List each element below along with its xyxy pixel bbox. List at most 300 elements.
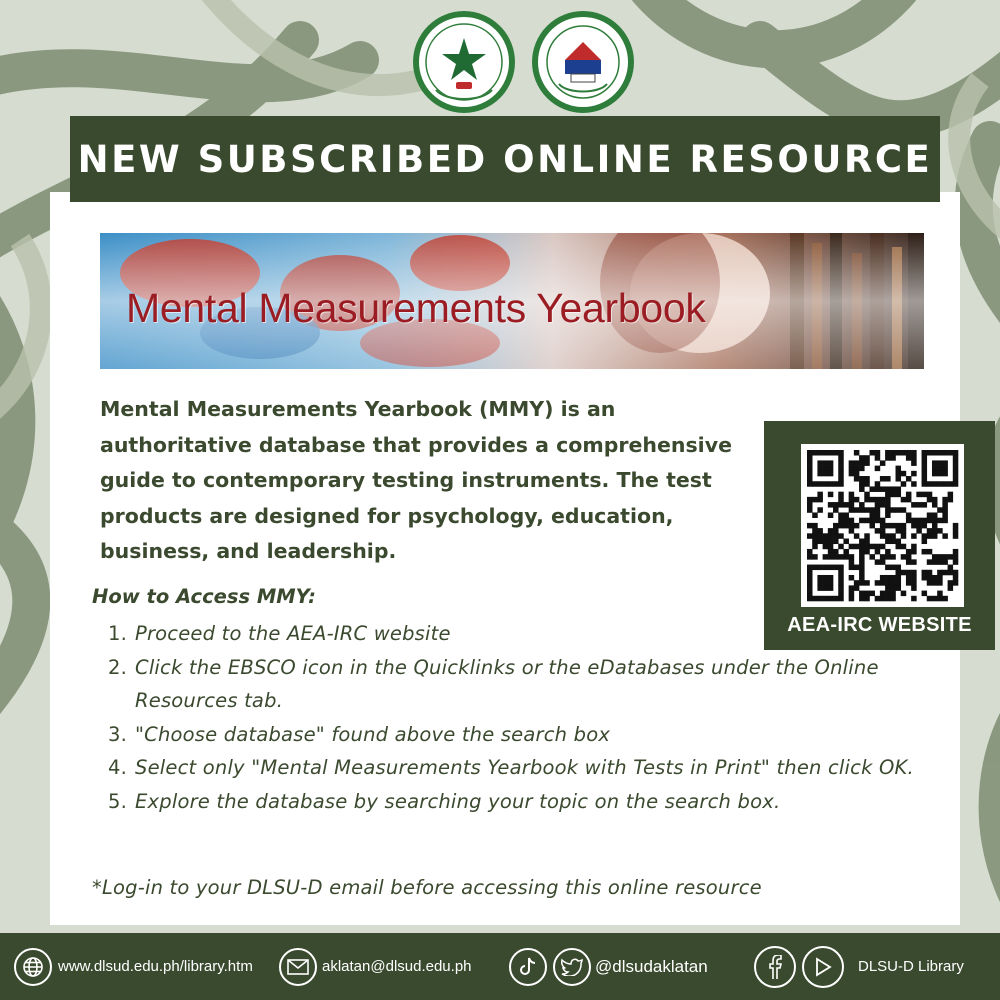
qr-module: [812, 539, 818, 545]
qr-module: [922, 533, 928, 539]
qr-module: [890, 565, 896, 571]
qr-module: [864, 476, 870, 482]
qr-module: [823, 539, 829, 545]
qr-module: [869, 518, 875, 524]
qr-module: [823, 533, 829, 539]
qr-module: [953, 533, 959, 539]
step-text: Explore the database by searching your topic on the search box.: [135, 789, 781, 813]
qr-module: [838, 523, 844, 529]
qr-module: [833, 539, 839, 545]
hero-title: Mental Measurements Yearbook: [126, 285, 706, 331]
qr-module: [911, 596, 917, 602]
qr-module: [937, 596, 943, 602]
qr-module: [927, 570, 933, 576]
qr-module: [817, 528, 823, 534]
qr-module: [922, 591, 928, 597]
qr-module: [854, 585, 860, 591]
qr-module: [869, 450, 875, 456]
qr-module: [875, 502, 881, 508]
page-name[interactable]: DLSU-D Library: [858, 958, 964, 975]
qr-module: [812, 565, 818, 571]
qr-module: [937, 507, 943, 513]
qr-module: [869, 591, 875, 597]
facebook-youtube-links[interactable]: [754, 933, 964, 1000]
qr-module: [869, 497, 875, 503]
qr-module: [885, 486, 891, 492]
qr-module: [880, 497, 886, 503]
qr-module: [838, 476, 844, 482]
qr-module: [948, 585, 954, 591]
qr-module: [885, 565, 891, 571]
qr-module: [833, 507, 839, 513]
qr-module: [906, 518, 912, 524]
qr-module: [911, 570, 917, 576]
qr-module: [875, 580, 881, 586]
qr-module: [838, 455, 844, 461]
qr-module: [942, 533, 948, 539]
qr-module: [833, 554, 839, 560]
qr-module: [922, 523, 928, 529]
qr-module: [932, 523, 938, 529]
qr-module: [896, 450, 902, 456]
qr-module: [838, 570, 844, 576]
qr-module: [859, 544, 865, 550]
qr-module: [932, 471, 938, 477]
qr-module: [885, 492, 891, 498]
qr-module: [807, 565, 813, 571]
qr-module: [849, 460, 855, 466]
qr-module: [828, 580, 834, 586]
qr-module: [807, 476, 813, 482]
qr-module: [807, 533, 813, 539]
qr-module: [932, 512, 938, 518]
qr-module: [906, 512, 912, 518]
qr-module: [843, 512, 849, 518]
qr-module: [953, 528, 959, 534]
qr-module: [922, 549, 928, 555]
qr-module: [911, 585, 917, 591]
qr-module: [906, 580, 912, 586]
qr-module: [864, 544, 870, 550]
qr-module: [828, 528, 834, 534]
qr-module: [807, 502, 813, 508]
qr-module: [948, 554, 954, 560]
qr-module: [916, 518, 922, 524]
qr-module: [823, 450, 829, 456]
qr-module: [922, 502, 928, 508]
qr-module: [807, 471, 813, 477]
qr-module: [828, 539, 834, 545]
qr-module: [896, 580, 902, 586]
qr-module: [807, 507, 813, 513]
qr-code[interactable]: [801, 444, 964, 607]
youtube-icon[interactable]: [802, 946, 844, 988]
qr-module: [942, 570, 948, 576]
qr-module: [901, 533, 907, 539]
qr-module: [880, 533, 886, 539]
qr-module: [906, 497, 912, 503]
qr-module: [880, 596, 886, 602]
step-item: [108, 651, 958, 718]
qr-module: [875, 518, 881, 524]
qr-module: [812, 528, 818, 534]
qr-module: [885, 591, 891, 597]
twitter-icon[interactable]: [553, 948, 591, 986]
qr-module: [864, 533, 870, 539]
qr-module: [854, 471, 860, 477]
qr-module: [953, 580, 959, 586]
qr-module: [922, 460, 928, 466]
qr-module: [807, 591, 813, 597]
step-text: Proceed to the AEA-IRC website: [135, 622, 451, 645]
qr-module: [885, 502, 891, 508]
qr-module: [911, 580, 917, 586]
qr-module: [890, 591, 896, 597]
qr-module: [828, 481, 834, 487]
qr-module: [849, 466, 855, 472]
qr-module: [838, 591, 844, 597]
qr-module: [849, 565, 855, 571]
qr-module: [864, 549, 870, 555]
qr-module: [838, 596, 844, 602]
qr-module: [859, 591, 865, 597]
qr-module: [864, 460, 870, 466]
qr-module: [937, 554, 943, 560]
qr-module: [854, 476, 860, 482]
qr-module: [901, 471, 907, 477]
header-banner: [70, 116, 940, 202]
qr-module: [838, 554, 844, 560]
qr-module: [859, 565, 865, 571]
qr-module: [869, 554, 875, 560]
qr-module: [812, 596, 818, 602]
qr-module: [833, 481, 839, 487]
qr-module: [937, 518, 943, 524]
qr-module: [937, 591, 943, 597]
qr-module: [854, 466, 860, 472]
qr-module: [906, 492, 912, 498]
website-link[interactable]: [14, 933, 253, 1000]
qr-module: [838, 575, 844, 581]
qr-module: [922, 518, 928, 524]
qr-module: [849, 591, 855, 597]
qr-module: [942, 466, 948, 472]
qr-module: [849, 518, 855, 524]
qr-module: [922, 476, 928, 482]
qr-module: [906, 559, 912, 565]
qr-module: [823, 580, 829, 586]
qr-module: [942, 554, 948, 560]
social-handle-link[interactable]: [509, 933, 708, 1000]
qr-module: [890, 580, 896, 586]
qr-module: [906, 455, 912, 461]
qr-module: [817, 460, 823, 466]
qr-module: [932, 450, 938, 456]
qr-module: [854, 497, 860, 503]
qr-module: [849, 575, 855, 581]
qr-module: [937, 575, 943, 581]
qr-module: [922, 570, 928, 576]
qr-module: [890, 539, 896, 545]
qr-module: [948, 492, 954, 498]
qr-module: [823, 460, 829, 466]
qr-module: [942, 596, 948, 602]
qr-module: [859, 455, 865, 461]
qr-module: [948, 481, 954, 487]
qr-module: [817, 450, 823, 456]
qr-module: [859, 507, 865, 513]
qr-module: [875, 596, 881, 602]
qr-module: [927, 497, 933, 503]
qr-module: [812, 450, 818, 456]
qr-module: [838, 471, 844, 477]
qr-module: [911, 549, 917, 555]
qr-code-panel[interactable]: [764, 421, 995, 650]
qr-module: [922, 450, 928, 456]
qr-module: [812, 544, 818, 550]
qr-module: [885, 476, 891, 482]
qr-module: [932, 533, 938, 539]
qr-module: [890, 455, 896, 461]
qr-module: [927, 575, 933, 581]
qr-module: [953, 481, 959, 487]
qr-module: [948, 580, 954, 586]
qr-module: [812, 533, 818, 539]
qr-module: [838, 518, 844, 524]
step-number: 4.: [108, 756, 128, 779]
qr-module: [828, 549, 834, 555]
qr-module: [880, 518, 886, 524]
qr-module: [849, 502, 855, 508]
step-item: [108, 617, 958, 651]
qr-module: [823, 575, 829, 581]
qr-module: [875, 497, 881, 503]
qr-module: [828, 565, 834, 571]
qr-module: [890, 486, 896, 492]
qr-module: [849, 585, 855, 591]
qr-module: [890, 523, 896, 529]
qr-module: [911, 460, 917, 466]
qr-module: [885, 580, 891, 586]
qr-module: [896, 585, 902, 591]
qr-module: [916, 528, 922, 534]
qr-module: [932, 575, 938, 581]
qr-module: [942, 497, 948, 503]
qr-module: [875, 549, 881, 555]
qr-module: [817, 596, 823, 602]
qr-module: [901, 528, 907, 534]
qr-module: [942, 481, 948, 487]
qr-module: [838, 533, 844, 539]
tiktok-icon[interactable]: [509, 948, 547, 986]
qr-module: [838, 450, 844, 456]
qr-module: [833, 450, 839, 456]
qr-module: [911, 502, 917, 508]
qr-module: [817, 585, 823, 591]
qr-module: [864, 497, 870, 503]
mail-icon: [279, 948, 317, 986]
qr-module: [932, 502, 938, 508]
qr-module: [807, 554, 813, 560]
qr-module: [817, 507, 823, 513]
qr-module: [843, 523, 849, 529]
qr-module: [849, 559, 855, 565]
qr-module: [838, 497, 844, 503]
qr-module: [948, 570, 954, 576]
qr-module: [823, 466, 829, 472]
qr-module: [885, 585, 891, 591]
qr-module: [875, 466, 881, 472]
resource-description: Mental Measurements Yearbook (MMY) is an authoritative database that provides a comprehensive guide to contemporary testing instruments. The test products are designed for psychology, education, business, and leadership.: [100, 397, 732, 563]
qr-module: [927, 533, 933, 539]
qr-module: [922, 471, 928, 477]
qr-module: [906, 549, 912, 555]
step-text: "Choose database" found above the search box: [135, 722, 611, 746]
qr-module: [864, 518, 870, 524]
qr-module: [896, 492, 902, 498]
qr-module: [932, 528, 938, 534]
qr-module: [849, 544, 855, 550]
qr-module: [927, 518, 933, 524]
qr-module: [869, 523, 875, 529]
qr-module: [807, 523, 813, 529]
step-text: Click the EBSCO icon in the Quicklinks or the eDatabases under the Online Resources tab.: [135, 655, 879, 712]
qr-module: [942, 559, 948, 565]
qr-module: [953, 570, 959, 576]
qr-module: [901, 544, 907, 550]
qr-module: [896, 507, 902, 513]
qr-module: [833, 565, 839, 571]
qr-module: [932, 481, 938, 487]
qr-module: [932, 596, 938, 602]
qr-module: [864, 455, 870, 461]
qr-module: [911, 471, 917, 477]
qr-module: [838, 565, 844, 571]
qr-module: [885, 450, 891, 456]
qr-module: [854, 460, 860, 466]
qr-module: [807, 450, 813, 456]
qr-module: [890, 554, 896, 560]
qr-module: [854, 533, 860, 539]
qr-module: [849, 596, 855, 602]
qr-module: [854, 507, 860, 513]
qr-module: [942, 507, 948, 513]
qr-module: [890, 533, 896, 539]
qr-module: [885, 507, 891, 513]
qr-module: [807, 585, 813, 591]
qr-module: [880, 544, 886, 550]
facebook-icon[interactable]: [754, 946, 796, 988]
qr-module: [890, 585, 896, 591]
qr-module: [854, 580, 860, 586]
qr-module: [849, 528, 855, 534]
qr-module: [901, 570, 907, 576]
qr-module: [885, 497, 891, 503]
qr-module: [922, 481, 928, 487]
qr-module: [817, 533, 823, 539]
qr-module: [911, 544, 917, 550]
qr-module: [833, 596, 839, 602]
qr-module: [823, 565, 829, 571]
qr-module: [901, 507, 907, 513]
qr-module: [911, 523, 917, 529]
qr-module: [864, 507, 870, 513]
qr-module: [838, 585, 844, 591]
qr-module: [817, 497, 823, 503]
qr-module: [838, 466, 844, 472]
qr-module: [901, 523, 907, 529]
qr-module: [896, 476, 902, 482]
information-resource-center-seal: [531, 10, 635, 114]
qr-module: [937, 481, 943, 487]
qr-module: [812, 497, 818, 503]
qr-module: [875, 486, 881, 492]
qr-module: [927, 492, 933, 498]
qr-module: [932, 497, 938, 503]
page-title: NEW SUBSCRIBED ONLINE RESOURCE: [77, 137, 933, 181]
website-url[interactable]: www.dlsud.edu.ph/library.htm: [58, 958, 253, 975]
qr-module: [854, 565, 860, 571]
qr-module: [828, 450, 834, 456]
step-item: [108, 785, 958, 819]
qr-module: [875, 512, 881, 518]
qr-module: [916, 523, 922, 529]
qr-module: [812, 554, 818, 560]
qr-module: [838, 481, 844, 487]
qr-module: [875, 507, 881, 513]
qr-module: [854, 450, 860, 456]
qr-module: [869, 544, 875, 550]
qr-module: [937, 466, 943, 472]
qr-module: [833, 502, 839, 508]
qr-module: [828, 460, 834, 466]
qr-module: [942, 450, 948, 456]
qr-module: [807, 497, 813, 503]
qr-module: [807, 455, 813, 461]
qr-module: [953, 471, 959, 477]
qr-module: [880, 523, 886, 529]
qr-module: [864, 492, 870, 498]
footer-bar: [0, 933, 1000, 1000]
qr-module: [916, 502, 922, 508]
qr-module: [864, 580, 870, 586]
qr-module: [885, 533, 891, 539]
qr-module: [812, 481, 818, 487]
qr-module: [843, 554, 849, 560]
qr-module: [937, 450, 943, 456]
qr-module: [927, 528, 933, 534]
qr-module: [922, 539, 928, 545]
email-link[interactable]: [279, 933, 472, 1000]
qr-module: [869, 512, 875, 518]
qr-module: [817, 466, 823, 472]
qr-module: [885, 596, 891, 602]
qr-module: [932, 559, 938, 565]
qr-module: [817, 492, 823, 498]
qr-module: [828, 544, 834, 550]
qr-module: [937, 528, 943, 534]
social-handle[interactable]: @dlsudaklatan: [595, 956, 708, 976]
email-address[interactable]: aklatan@dlsud.edu.ph: [322, 958, 472, 975]
qr-module: [817, 575, 823, 581]
qr-module: [875, 455, 881, 461]
qr-module: [807, 575, 813, 581]
qr-module: [922, 492, 928, 498]
qr-module: [896, 523, 902, 529]
qr-module: [906, 554, 912, 560]
qr-module: [906, 575, 912, 581]
qr-module: [942, 518, 948, 524]
